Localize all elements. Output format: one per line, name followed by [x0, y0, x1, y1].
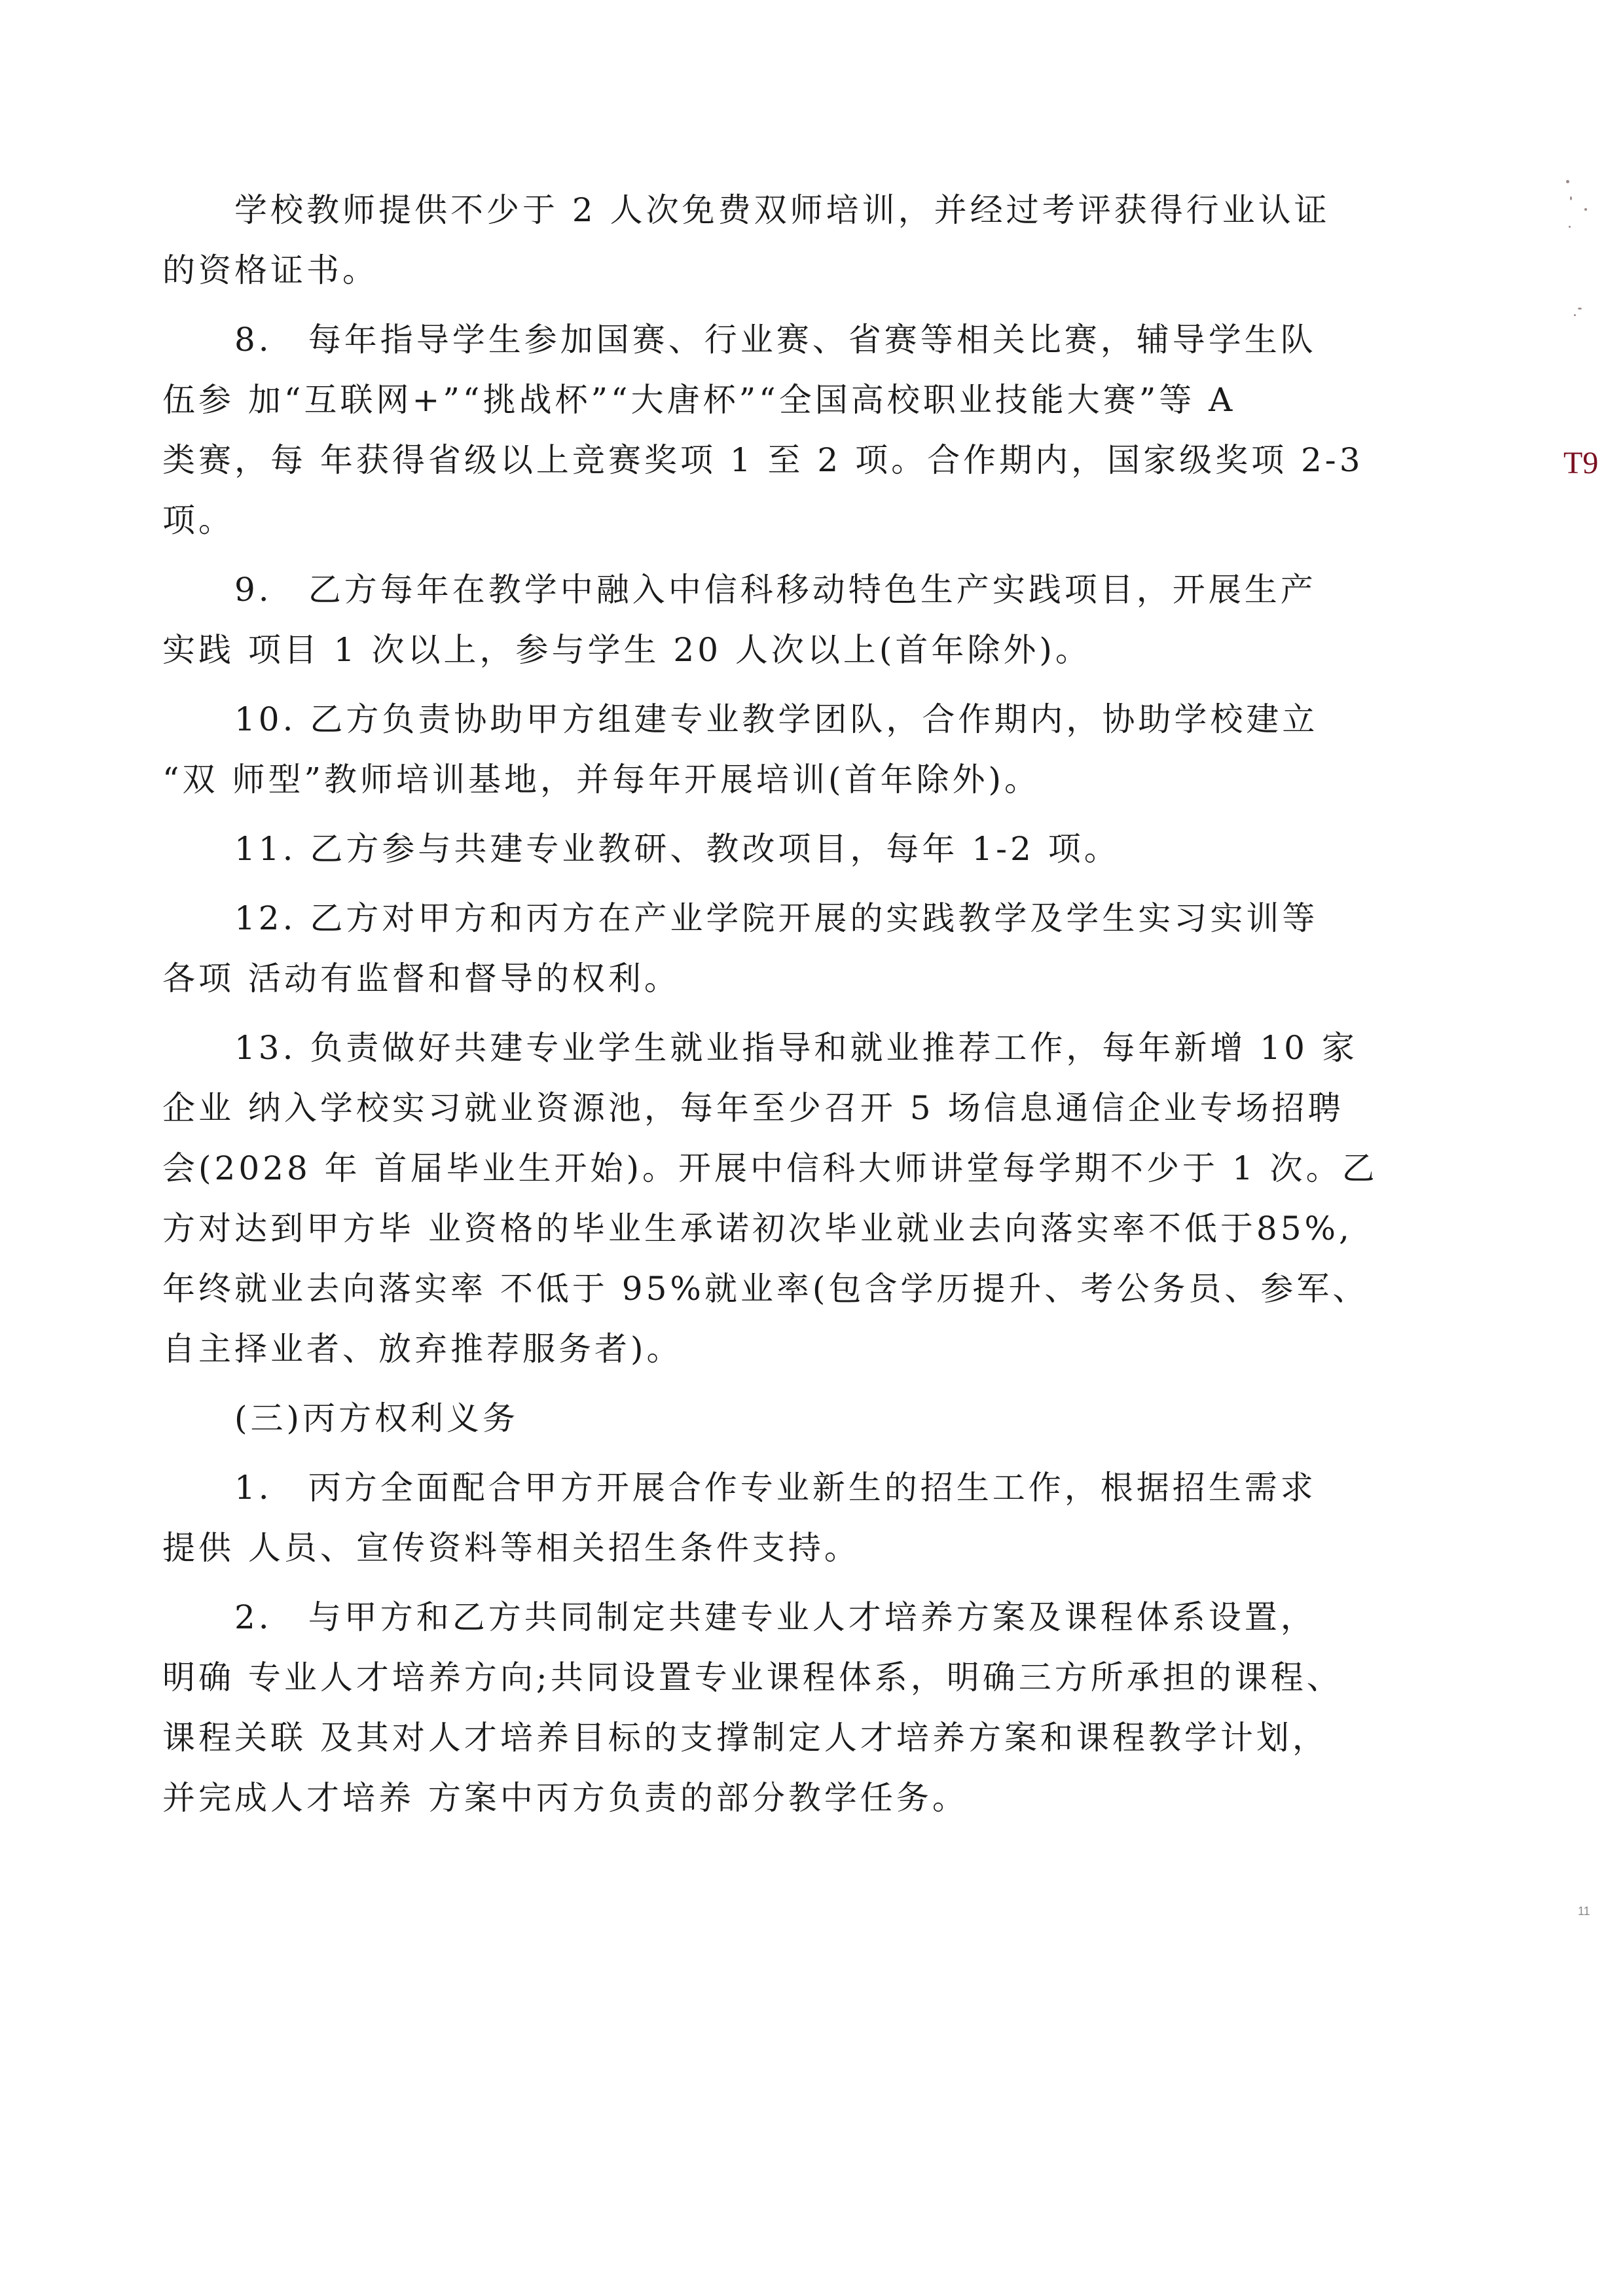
text-line: (三)丙方权利义务 [162, 1399, 519, 1437]
text-line: 8. 每年指导学生参加国赛、行业赛、省赛等相关比赛，辅导学生队 [162, 321, 1317, 359]
paragraph-item-12 [162, 888, 1374, 1009]
text-line: 项。 [162, 501, 234, 539]
scan-speck [1570, 196, 1572, 200]
text-line: 学校教师提供不少于 2 人次免费双师培训，并经过考评获得行业认证 [162, 191, 1330, 229]
scan-speck [1566, 180, 1569, 183]
paragraph-teacher-training [162, 180, 1374, 300]
text-line: 13. 负责做好共建专业学生就业指导和就业推荐工作，每年新增 10 家 [162, 1029, 1358, 1067]
paragraph-c-item-1 [162, 1458, 1374, 1578]
paragraph-item-10 [162, 689, 1374, 810]
text-line: “双 师型”教师培训基地，并每年开展培训(首年除外)。 [162, 761, 1041, 798]
section-heading-party-c [162, 1388, 1374, 1448]
text-line: 伍参 加“互联网+”“挑战杯”“大唐杯”“全国高校职业技能大赛”等 A [162, 381, 1236, 419]
text-line: 实践 项目 1 次以上，参与学生 20 人次以上(首年除外)。 [162, 631, 1091, 669]
paragraph-c-item-2 [162, 1587, 1374, 1828]
text-line: 9. 乙方每年在教学中融入中信科移动特色生产实践项目，开展生产 [162, 571, 1317, 609]
scan-speck [1584, 208, 1587, 211]
paragraph-item-11 [162, 819, 1374, 879]
text-line: 类赛，每 年获得省级以上竞赛奖项 1 至 2 项。合作期内，国家级奖项 2-3 [162, 441, 1364, 479]
text-line: 各项 活动有监督和督导的权利。 [162, 960, 680, 997]
text-line: 的资格证书。 [162, 251, 378, 289]
text-line: 10. 乙方负责协助甲方组建专业教学团队，合作期内，协助学校建立 [162, 700, 1319, 738]
text-line: 2. 与甲方和乙方共同制定共建专业人才培养方案及课程体系设置， [162, 1598, 1317, 1636]
margin-annotation: T9 [1563, 446, 1599, 480]
text-line: 提供 人员、宣传资料等相关招生条件支持。 [162, 1529, 860, 1567]
text-line: 方对达到甲方毕 业资格的毕业生承诺初次毕业就业去向落实率不低于85%, [162, 1210, 1353, 1247]
text-line: 年终就业去向落实率 不低于 95%就业率(包含学历提升、考公务员、参军、 [162, 1270, 1369, 1308]
page-number: 11 [1578, 1905, 1590, 1918]
text-line: 并完成人才培养 方案中丙方负责的部分教学任务。 [162, 1779, 968, 1817]
paragraph-item-8 [162, 310, 1374, 550]
text-line: 12. 乙方对甲方和丙方在产业学院开展的实践教学及学生实习实训等 [162, 899, 1319, 937]
scan-speck [1574, 314, 1576, 316]
text-line: 自主择业者、放弃推荐服务者)。 [162, 1330, 683, 1368]
paragraph-item-13 [162, 1018, 1378, 1379]
text-line: 1. 丙方全面配合甲方开展合作专业新生的招生工作，根据招生需求 [162, 1469, 1317, 1507]
text-line: 11. 乙方参与共建专业教研、教改项目，每年 1-2 项。 [162, 830, 1120, 868]
text-line: 课程关联 及其对人才培养目标的支撑制定人才培养方案和课程教学计划， [162, 1719, 1328, 1757]
scan-speck [1569, 226, 1571, 228]
paragraph-item-9 [162, 560, 1374, 680]
text-line: 企业 纳入学校实习就业资源池，每年至少召开 5 场信息通信企业专场招聘 [162, 1089, 1344, 1127]
scan-speck [1578, 308, 1582, 310]
document-body [162, 180, 1378, 1837]
text-line: 明确 专业人才培养方向;共同设置专业课程体系，明确三方所承担的课程、 [162, 1659, 1343, 1696]
text-line: 会(2028 年 首届毕业生开始)。开展中信科大师讲堂每学期不少于 1 次。乙 [162, 1149, 1378, 1187]
